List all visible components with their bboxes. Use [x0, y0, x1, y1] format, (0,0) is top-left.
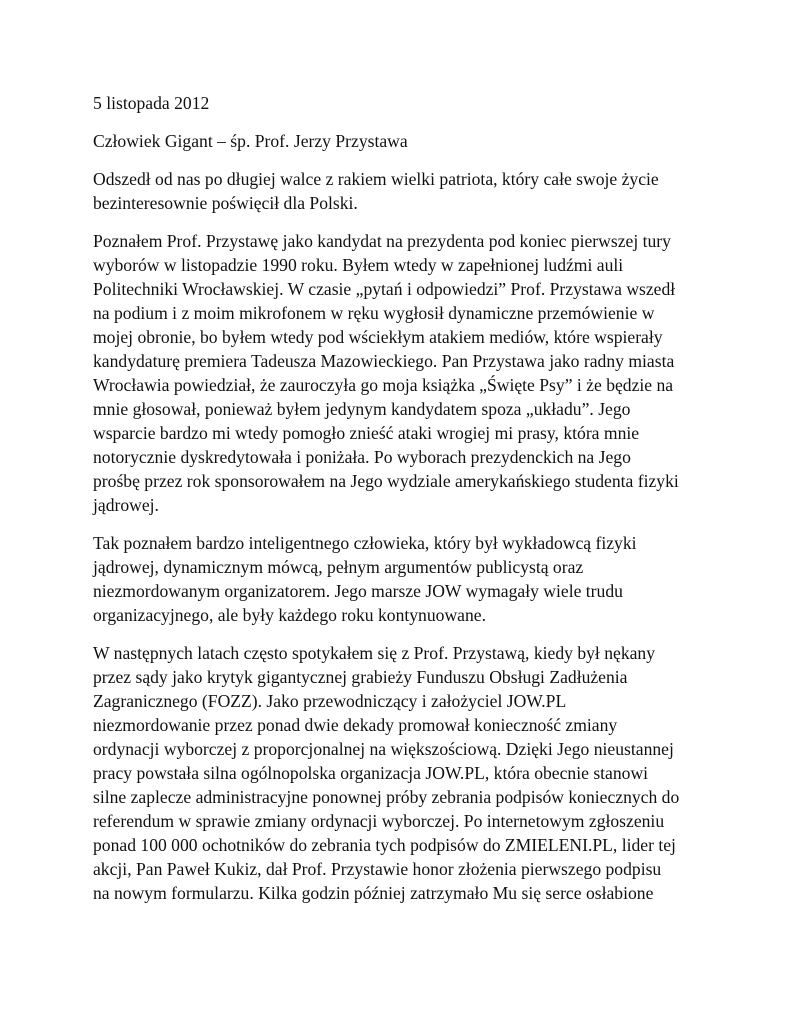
paragraph-line: kandydaturę premiera Tadeusza Mazowieckiego. Pan Przystawa jako radny miasta — [93, 351, 675, 371]
paragraph-line: Tak poznałem bardzo inteligentnego człowieka, który był wykładowcą fizyki — [93, 533, 637, 553]
paragraph-line: wsparcie bardzo mi wtedy pomogło znieść ataki wrogiej mi prasy, która mnie — [93, 423, 640, 443]
paragraph-2 — [93, 229, 713, 517]
paragraph-line: ordynacji wyborczej z proporcjonalnej na większościową. Dzięki Jego nieustannej — [93, 739, 674, 759]
paragraph-3 — [93, 531, 713, 627]
spacer — [93, 153, 713, 167]
spacer — [93, 517, 713, 531]
paragraph-line: referendum w sprawie zmiany ordynacji wyborczej. Po internetowym zgłoszeniu — [93, 811, 665, 831]
document-body — [93, 91, 713, 905]
paragraph-line: jądrowej. — [93, 495, 159, 515]
paragraph-line: pracy powstała silna ogólnopolska organizacja JOW.PL, która obecnie stanowi — [93, 763, 649, 783]
paragraph-line: przez sądy jako krytyk gigantycznej grabieży Funduszu Obsługi Zadłużenia — [93, 667, 628, 687]
paragraph-4 — [93, 641, 713, 905]
paragraph-line: akcji, Pan Paweł Kukiz, dał Prof. Przystawie honor złożenia pierwszego podpisu — [93, 859, 662, 879]
paragraph-line: wyborów w listopadzie 1990 roku. Byłem wtedy w zapełnionej ludźmi auli — [93, 255, 624, 275]
spacer — [93, 627, 713, 641]
paragraph-line: silne zaplecze administracyjne ponownej próby zebrania podpisów koniecznych do — [93, 787, 680, 807]
paragraph-1 — [93, 167, 713, 215]
paragraph-line: jądrowej, dynamicznym mówcą, pełnym argumentów publicystą oraz — [93, 557, 584, 577]
paragraph-line: Zagranicznego (FOZZ). Jako przewodniczący i założyciel JOW.PL — [93, 691, 567, 711]
paragraph-line: Poznałem Prof. Przystawę jako kandydat na prezydenta pod koniec pierwszej tury — [93, 231, 671, 251]
spacer — [93, 215, 713, 229]
paragraph-line: Wrocławia powiedział, że zauroczyła go moja książka „Święte Psy” i że będzie na — [93, 375, 674, 395]
paragraph-line: bezinteresownie poświęcił dla Polski. — [93, 193, 358, 213]
paragraph-line: Politechniki Wrocławskiej. W czasie „pytań i odpowiedzi” Prof. Przystawa wszedł — [93, 279, 676, 299]
paragraph-line: W następnych latach często spotykałem się z Prof. Przystawą, kiedy był nękany — [93, 643, 656, 663]
paragraph-line: prośbę przez rok sponsorowałem na Jego wydziale amerykańskiego studenta fizyki — [93, 471, 679, 491]
paragraph-line: ponad 100 000 ochotników do zebrania tych podpisów do ZMIELENI.PL, lider tej — [93, 835, 676, 855]
paragraph-line: niezmordowanie przez ponad dwie dekady promował konieczność zmiany — [93, 715, 618, 735]
spacer — [93, 115, 713, 129]
paragraph-line: na nowym formularzu. Kilka godzin później zatrzymało Mu się serce osłabione — [93, 883, 654, 903]
paragraph-line: Odszedł od nas po długiej walce z rakiem wielki patriota, który całe swoje życie — [93, 169, 659, 189]
document-date: 5 listopada 2012 — [93, 93, 210, 113]
paragraph-line: organizacyjnego, ale były każdego roku kontynuowane. — [93, 605, 486, 625]
paragraph-line: mnie głosował, ponieważ byłem jedynym kandydatem spoza „układu”. Jego — [93, 399, 631, 419]
paragraph-line: mojej obronie, bo byłem wtedy pod wściekłym atakiem mediów, które wspierały — [93, 327, 663, 347]
paragraph-line: niezmordowanym organizatorem. Jego marsze JOW wymagały wiele trudu — [93, 581, 623, 601]
paragraph-line: na podium i z moim mikrofonem w ręku wygłosił dynamiczne przemówienie w — [93, 303, 655, 323]
document-title: Człowiek Gigant – śp. Prof. Jerzy Przystawa — [93, 131, 408, 151]
paragraph-line: notorycznie dyskredytowała i poniżała. Po wyborach prezydenckich na Jego — [93, 447, 631, 467]
